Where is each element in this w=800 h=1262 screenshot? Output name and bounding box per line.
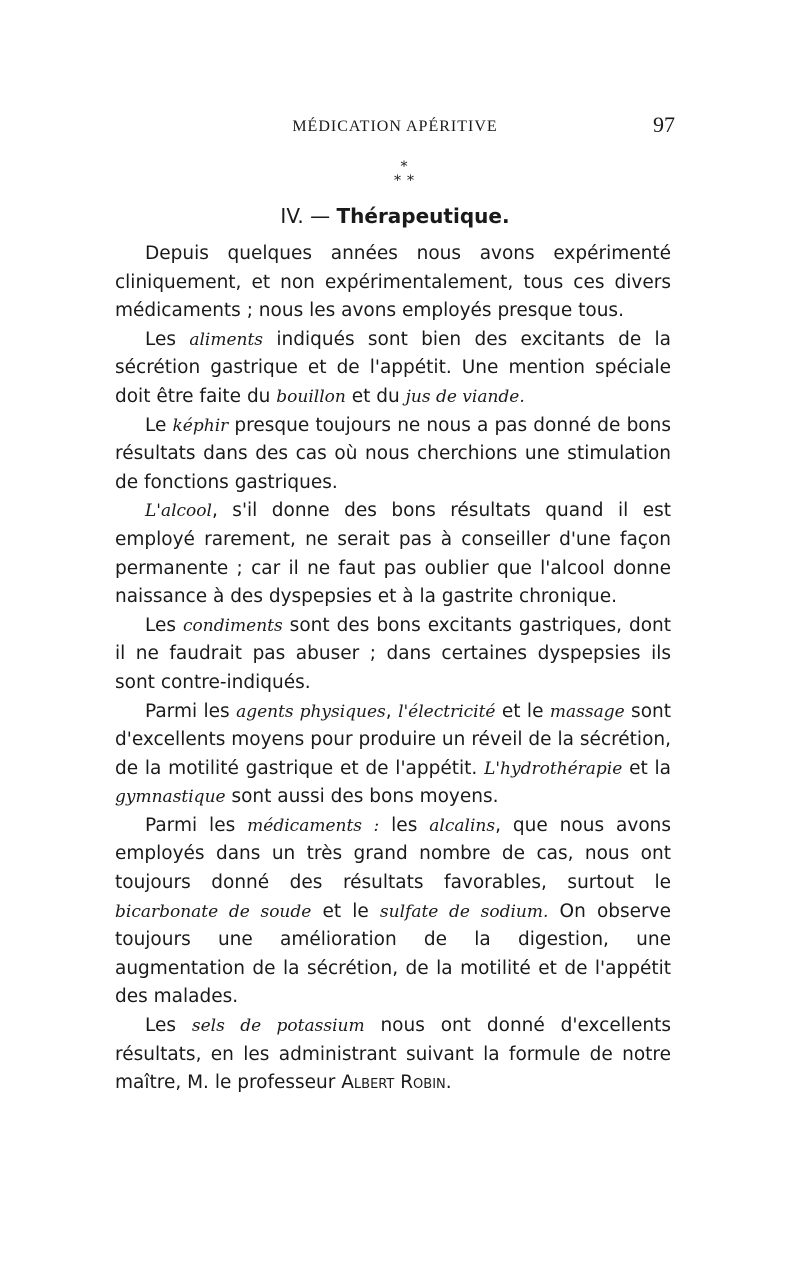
- paragraph: [115, 497, 671, 611]
- running-head: [115, 112, 675, 142]
- page-number: 97: [653, 112, 675, 137]
- italic-term: L'alcool: [145, 501, 212, 522]
- italic-term: L'hydrothérapie: [484, 758, 623, 779]
- text-run: et la: [622, 757, 672, 779]
- asterism-bottom: **: [394, 173, 420, 189]
- paragraph: [115, 1012, 671, 1098]
- paragraph: [115, 698, 671, 812]
- text-run: nous ont donné d'excellents résultats, en les administrant suivant la formule de notre maître, M. le professeur: [115, 1015, 672, 1094]
- text-run: Les: [145, 614, 183, 636]
- italic-term: gymnastique: [115, 787, 226, 808]
- text-run: On observe toujours une amélioration de la digestion, une augmentation de la sécrétion, de la motilité et de l'appétit des malades.: [115, 900, 671, 1008]
- italic-term: aliments: [189, 329, 264, 350]
- text-run: Depuis quelques années nous avons expérimenté cliniquement, et non expérimentalement, tous ces divers médicaments ; nous les avons employés presque tous.: [115, 243, 671, 322]
- paragraph: [115, 240, 671, 326]
- body-text: [115, 240, 671, 1098]
- text-run: presque toujours ne nous a pas donné de bons résultats dans des cas où nous cherchions une stimulation de fonctions gastriques.: [115, 414, 671, 493]
- paragraph: [115, 326, 671, 412]
- section-title: Thérapeutique.: [336, 204, 510, 228]
- section-heading: [115, 204, 675, 228]
- asterism-top: *: [400, 159, 408, 175]
- text-run: et le: [311, 900, 380, 922]
- asterism-ornament: [384, 160, 424, 196]
- text-run: , que nous avons employés dans un très grand nombre de cas, nous ont toujours donné des résultats favorables, surtout le: [115, 814, 672, 894]
- italic-term: bouillon: [276, 386, 346, 407]
- italic-term: bicarbonate de soude: [115, 901, 312, 922]
- italic-term: condiments: [182, 615, 283, 636]
- text-run: Parmi les: [145, 700, 237, 722]
- italic-term: jus de viande.: [405, 386, 525, 407]
- italic-term: médicaments :: [247, 815, 380, 836]
- italic-term: massage: [549, 701, 625, 722]
- paragraph: [115, 412, 671, 498]
- text-run: , s'il donne des bons résultats quand il est employé rarement, ne serait pas à conseiller d'une façon permanente ; car il ne faut pas oublier que l'alcool donne naissance à des dyspepsies et à la gastrite chronique.: [115, 500, 671, 608]
- author-name: Albert Robin.: [341, 1072, 452, 1094]
- italic-term: képhir: [172, 415, 229, 436]
- running-title: MÉDICATION APÉRITIVE: [292, 118, 498, 135]
- text-run: et le: [495, 700, 550, 722]
- italic-term: agents physiques: [236, 701, 386, 722]
- text-run: et du: [345, 385, 406, 407]
- text-run: Parmi les: [145, 814, 248, 836]
- text-run: sont des bons excitants gastriques, dont il ne faudrait pas abuser ; dans certaines dyspepsies ils sont contre-indiqués.: [115, 614, 671, 693]
- text-run: sont d'excellents moyens pour produire un réveil de la sécrétion, de la motilité gastrique et de l'appétit.: [115, 700, 671, 779]
- paragraph: [115, 812, 671, 1012]
- text-run: sont aussi des bons moyens.: [225, 786, 499, 808]
- paragraph: [115, 612, 671, 698]
- section-number: IV. —: [280, 204, 331, 228]
- text-run: Les: [145, 328, 190, 350]
- italic-term: l'électricité: [398, 701, 496, 722]
- italic-term: alcalins: [429, 815, 496, 836]
- text-run: ,: [385, 700, 399, 722]
- italic-term: sels de potassium: [191, 1016, 365, 1037]
- text-run: Le: [145, 414, 173, 436]
- text-run: indiqués sont bien des excitants de la sécrétion gastrique et de l'appétit. Une mention spéciale doit être faite du: [115, 328, 671, 407]
- text-run: les: [379, 814, 430, 836]
- text-run: Les: [145, 1015, 192, 1037]
- italic-term: sulfate de sodium.: [379, 901, 549, 922]
